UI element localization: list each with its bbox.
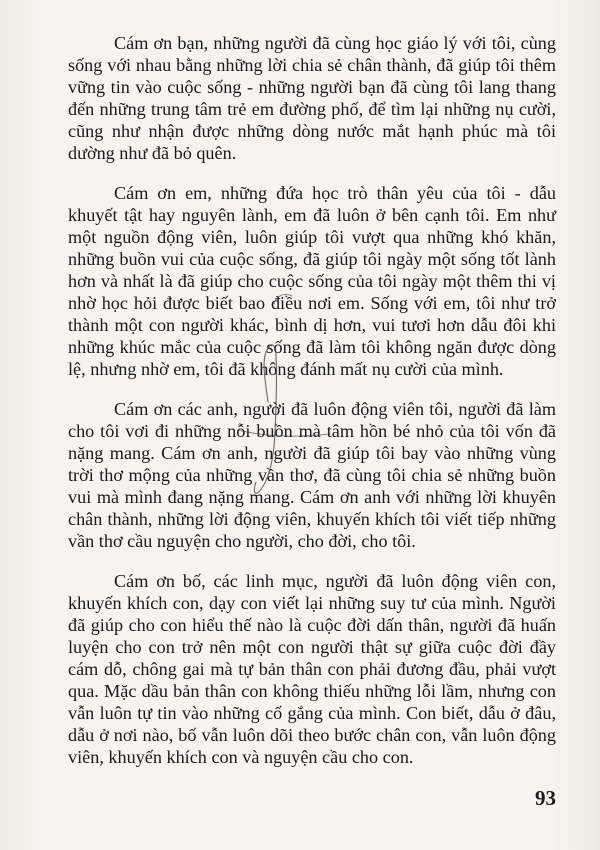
page-number: 93 — [535, 786, 556, 810]
paragraph-4: Cám ơn bố, các linh mục, người đã luôn động viên con, khuyến khích con, dạy con viết lại những suy tư của mình. Người đã giúp cho con hiểu thế nào là cuộc đời dấn thân, người đã huấn luyện cho con trở nên một con người thật sự giữa cuộc đời đầy cám dỗ, chông gai mà tự bản thân con phải đương đầu, phải vượt qua. Mặc dầu bản thân con không thiếu những lỗi lầm, nhưng con vẫn luôn tự tin vào những cố gắng của mình. Con biết, dẫu ở đâu, dẫu ở nơi nào, bố vẫn luôn dõi theo bước chân con, vẫn luôn động viên, khuyến khích con và nguyện cầu cho con. — [68, 571, 556, 767]
paragraph-3: Cám ơn các anh, người đã luôn động viên tôi, người đã làm cho tôi vơi đi những nỗi buồn mà tâm hồn bé nhỏ của tôi vốn đã nặng mang. Cám ơn anh, người đã giúp tôi bay vào những vùng trời thơ mộng của những vần thơ, đã cùng tôi chia sẻ những buồn vui mà mình đang nặng mang. Cám ơn anh với những lời khuyên chân thành, những lời động viên, khuyến khích tôi viết tiếp những vần thơ cầu nguyện cho người, cho đời, cho tôi. — [68, 399, 556, 551]
paragraph-1: Cám ơn bạn, những người đã cùng học giáo lý với tôi, cùng sống với nhau bằng những lời chia sẻ chân thành, đã giúp tôi thêm vững tin vào cuộc sống - những người bạn đã cùng tôi lang thang đến những trung tâm trẻ em đường phố, để tìm lại những nụ cười, cũng như nhận được những dòng nước mắt hạnh phúc mà tôi dường như đã bỏ quên. — [68, 33, 556, 163]
body-text — [68, 32, 556, 786]
paragraph-2: Cám ơn em, những đứa học trò thân yêu của tôi - dẫu khuyết tật hay nguyên lành, em đã luôn ở bên cạnh tôi. Em như một nguồn động viên, luôn giúp tôi vượt qua những khó khăn, những buồn vui của cuộc sống, đã giúp tôi ngày một sống tốt lành hơn và nhất là đã giúp cho cuộc sống của tôi ngày một thêm thi vị nhờ học hỏi được biết bao điều nơi em. Sống với em, tôi như trở thành một con người khác, bình dị hơn, vui tươi hơn dẫu đôi khi những khúc mắc của cuộc sống đã làm tôi không ngăn được dòng lệ, nhưng nhờ em, tôi đã không đánh mất nụ cười của mình. — [68, 183, 556, 379]
